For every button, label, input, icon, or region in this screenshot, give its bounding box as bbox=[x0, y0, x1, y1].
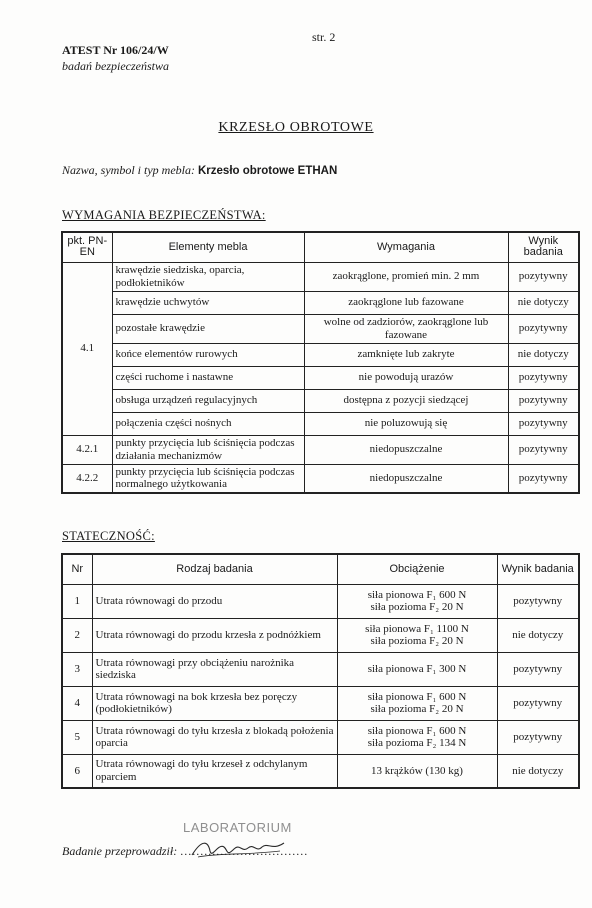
stability-table bbox=[61, 553, 580, 789]
load-line-2: siła pozioma F₂ 134 N bbox=[367, 737, 467, 749]
page-number: str. 2 bbox=[312, 30, 336, 44]
col-header-result: Wynik badania bbox=[508, 232, 579, 262]
load-cell bbox=[337, 652, 497, 686]
document-title-wrap bbox=[0, 120, 592, 136]
result-cell: pozytywny bbox=[508, 262, 579, 291]
result-cell: pozytywny bbox=[508, 464, 579, 493]
nr-cell: 4 bbox=[62, 686, 92, 720]
table-row bbox=[62, 754, 579, 788]
col-header-element: Elementy mebla bbox=[112, 232, 304, 262]
signature-dots: ................................ bbox=[180, 844, 309, 858]
test-cell: Utrata równowagi do przodu bbox=[92, 584, 337, 618]
col-header-pkt: pkt. PN-EN bbox=[62, 232, 112, 262]
table-row bbox=[62, 652, 579, 686]
table-row bbox=[62, 314, 579, 343]
requirement-cell: dostępna z pozycji siedzącej bbox=[304, 389, 508, 412]
requirement-cell: zaokrąglone lub fazowane bbox=[304, 291, 508, 314]
load-cell bbox=[337, 754, 497, 788]
element-cell: pozostałe krawędzie bbox=[112, 314, 304, 343]
element-cell: części ruchome i nastawne bbox=[112, 366, 304, 389]
load-cell bbox=[337, 686, 497, 720]
requirement-cell: wolne od zadziorów, zaokrąglone lub fazowane bbox=[304, 314, 508, 343]
laboratory-stamp: LABORATORIUM bbox=[183, 820, 292, 835]
test-cell: Utrata równowagi na bok krzesła bez poręczy (podłokietników) bbox=[92, 686, 337, 720]
result-cell: nie dotyczy bbox=[497, 618, 579, 652]
furniture-label: Nazwa, symbol i typ mebla: bbox=[62, 163, 195, 177]
pkt-cell: 4.2.1 bbox=[62, 435, 112, 464]
load-line-2: siła pozioma F₂ 20 N bbox=[370, 703, 464, 715]
element-cell: punkty przycięcia lub ściśnięcia podczas działania mechanizmów bbox=[112, 435, 304, 464]
col-header-test: Rodzaj badania bbox=[92, 554, 337, 584]
result-cell: pozytywny bbox=[508, 435, 579, 464]
col-header-nr: Nr bbox=[62, 554, 92, 584]
load-line-1: siła pionowa F₁ 1100 N bbox=[365, 622, 469, 635]
requirement-cell: niedopuszczalne bbox=[304, 464, 508, 493]
test-cell: Utrata równowagi do tyłu krzesła z blokadą położenia oparcia bbox=[92, 720, 337, 754]
result-cell: pozytywny bbox=[508, 314, 579, 343]
load-line-2: siła pozioma F₂ 20 N bbox=[370, 635, 464, 647]
requirements-heading: WYMAGANIA BEZPIECZEŃSTWA: bbox=[62, 208, 266, 222]
table-row bbox=[62, 584, 579, 618]
col-header-result: Wynik badania bbox=[497, 554, 579, 584]
stability-heading: STATECZNOŚĆ: bbox=[62, 529, 155, 543]
nr-cell: 1 bbox=[62, 584, 92, 618]
col-header-load: Obciążenie bbox=[337, 554, 497, 584]
result-cell: pozytywny bbox=[508, 366, 579, 389]
table-row bbox=[62, 343, 579, 366]
pkt-cell: 4.2.2 bbox=[62, 464, 112, 493]
nr-cell: 3 bbox=[62, 652, 92, 686]
test-cell: Utrata równowagi do przodu krzesła z podnóżkiem bbox=[92, 618, 337, 652]
requirements-table bbox=[61, 231, 580, 494]
load-line-1: siła pionowa F₁ 600 N bbox=[367, 724, 467, 737]
result-cell: nie dotyczy bbox=[508, 343, 579, 366]
requirement-cell: niedopuszczalne bbox=[304, 435, 508, 464]
table-row bbox=[62, 262, 579, 291]
result-cell: nie dotyczy bbox=[497, 754, 579, 788]
nr-cell: 6 bbox=[62, 754, 92, 788]
table-row bbox=[62, 435, 579, 464]
element-cell: połączenia części nośnych bbox=[112, 412, 304, 435]
element-cell: punkty przycięcia lub ściśnięcia podczas normalnego użytkowania bbox=[112, 464, 304, 493]
result-cell: pozytywny bbox=[497, 686, 579, 720]
furniture-line bbox=[62, 163, 337, 178]
element-cell: końce elementów rurowych bbox=[112, 343, 304, 366]
load-line-1: siła pionowa F₁ 300 N bbox=[367, 662, 467, 675]
requirement-cell: zamknięte lub zakryte bbox=[304, 343, 508, 366]
result-cell: pozytywny bbox=[497, 584, 579, 618]
requirement-cell: nie powodują urazów bbox=[304, 366, 508, 389]
load-line-2: siła pozioma F₂ 20 N bbox=[370, 601, 464, 613]
col-header-requirement: Wymagania bbox=[304, 232, 508, 262]
table-header-row bbox=[62, 232, 579, 262]
conducted-by-label: Badanie przeprowadził: bbox=[62, 844, 178, 858]
result-cell: pozytywny bbox=[508, 389, 579, 412]
result-cell: nie dotyczy bbox=[508, 291, 579, 314]
pkt-cell: 4.1 bbox=[62, 262, 112, 435]
requirement-cell: nie poluzowują się bbox=[304, 412, 508, 435]
table-row bbox=[62, 291, 579, 314]
load-line-1: siła pionowa F₁ 600 N bbox=[367, 690, 467, 703]
table-row bbox=[62, 686, 579, 720]
result-cell: pozytywny bbox=[508, 412, 579, 435]
element-cell: krawędzie uchwytów bbox=[112, 291, 304, 314]
element-cell: krawędzie siedziska, oparcia, podłokietników bbox=[112, 262, 304, 291]
test-cell: Utrata równowagi przy obciążeniu narożnika siedziska bbox=[92, 652, 337, 686]
atest-number: ATEST Nr 106/24/W bbox=[62, 43, 169, 57]
table-row bbox=[62, 464, 579, 493]
load-line-1: siła pionowa F₁ 600 N bbox=[367, 588, 467, 601]
load-cell bbox=[337, 720, 497, 754]
table-header-row bbox=[62, 554, 579, 584]
test-cell: Utrata równowagi do tyłu krzeseł z odchylanym oparciem bbox=[92, 754, 337, 788]
conducted-by-line bbox=[62, 844, 308, 859]
table-row bbox=[62, 720, 579, 754]
load-line-1: 13 krążków (130 kg) bbox=[371, 764, 463, 777]
requirement-cell: zaokrąglone, promień min. 2 mm bbox=[304, 262, 508, 291]
document-title: KRZESŁO OBROTOWE bbox=[218, 120, 374, 135]
element-cell: obsługa urządzeń regulacyjnych bbox=[112, 389, 304, 412]
table-row bbox=[62, 366, 579, 389]
load-cell bbox=[337, 584, 497, 618]
result-cell: pozytywny bbox=[497, 720, 579, 754]
nr-cell: 2 bbox=[62, 618, 92, 652]
furniture-value: Krzesło obrotowe ETHAN bbox=[198, 165, 338, 177]
nr-cell: 5 bbox=[62, 720, 92, 754]
atest-subtitle: badań bezpieczeństwa bbox=[62, 59, 169, 73]
result-cell: pozytywny bbox=[497, 652, 579, 686]
load-cell bbox=[337, 618, 497, 652]
table-row bbox=[62, 412, 579, 435]
table-row bbox=[62, 389, 579, 412]
table-row bbox=[62, 618, 579, 652]
